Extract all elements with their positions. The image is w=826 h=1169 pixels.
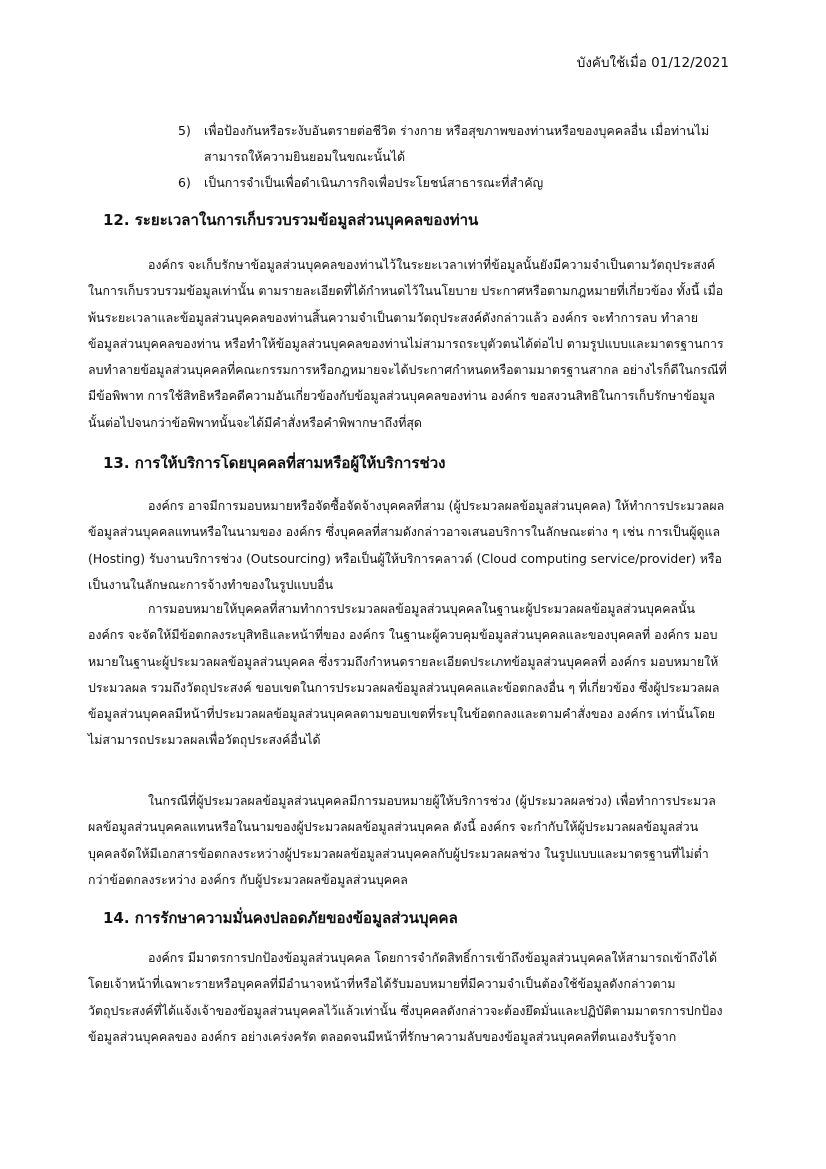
paragraph-text: ในกรณีที่ผู้ประมวลผลข้อมูลส่วนบุคคลมีการมอบหมายผู้ให้บริการช่วง (ผู้ประมวลผลช่วง) เพื่อทำการประมวลผลข้อมูลส่วนบุคคลแทนหรือในนามของผู้ประมวลผลข้อมูลส่วนบุคคล ดังนี้ องค์กร จะกำกับให้ผู้ประมวลผลข้อมูลส่วนบุคคลจัดให้มีเอกสารข้อตกลงระหว่างผู้ประมวลผลข้อมูลส่วนบุคคลกับผู้ประมวลผลช่วง ในรูปแบบและมาตรฐานที่ไม่ต่ำกว่าข้อตกลงระหว่าง องค์กร กับผู้ประมวลผลข้อมูลส่วนบุคคล [88, 793, 716, 887]
numbered-list [178, 118, 730, 196]
section-13-paragraph-2 [88, 596, 728, 754]
paragraph-text: การมอบหมายให้บุคคลที่สามทำการประมวลผลข้อมูลส่วนบุคคลในฐานะผู้ประมวลผลข้อมูลส่วนบุคคลนั้น องค์กร จะจัดให้มีข้อตกลงระบุสิทธิและหน้าที่ของ องค์กร ในฐานะผู้ควบคุมข้อมูลส่วนบุคคลและของบุคคลที่ องค์กร มอบหมายในฐานะผู้ประมวลผลข้อมูลส่วนบุคคล ซึ่งรวมถึงกำหนดรายละเอียดประเภทข้อมูลส่วนบุคคลที่ องค์กร มอบหมายให้ประมวลผล รวมถึงวัตถุประสงค์ ขอบเขตในการประมวลผลข้อมูลส่วนบุคคลและข้อตกลงอื่น ๆ ที่เกี่ยวข้อง ซึ่งผู้ประมวลผลข้อมูลส่วนบุคคลมีหน้าที่ประมวลผลข้อมูลส่วนบุคคลตามขอบเขตที่ระบุในข้อตกลงและตามคำสั่งของ องค์กร เท่านั้นโดยไม่สามารถประมวลผลเพื่อวัตถุประสงค์อื่นได้ [88, 601, 720, 748]
list-item-text: เพื่อป้องกันหรือระงับอันตรายต่อชีวิต ร่างกาย หรือสุขภาพของท่านหรือของบุคคลอื่น เมื่อท่านไม่สามารถให้ความยินยอมในขณะนั้นได้ [204, 123, 710, 164]
list-item [178, 170, 730, 196]
section-13-heading: 13. การให้บริการโดยบุคคลที่สามหรือผู้ให้บริการช่วง [103, 454, 446, 472]
list-item [178, 118, 730, 170]
section-14-paragraph [88, 945, 728, 1050]
section-13-paragraph-3 [88, 788, 728, 893]
effective-date: บังคับใช้เมื่อ 01/12/2021 [576, 55, 729, 71]
section-12-heading: 12. ระยะเวลาในการเก็บรวบรวมข้อมูลส่วนบุคคลของท่าน [103, 211, 479, 229]
list-item-number: 6) [178, 175, 191, 190]
paragraph-text: องค์กร อาจมีการมอบหมายหรือจัดซื้อจัดจ้างบุคคลที่สาม (ผู้ประมวลผลข้อมูลส่วนบุคคล) ให้ทำการประมวลผลข้อมูลส่วนบุคคลแทนหรือในนามของ องค์กร ซึ่งบุคคลที่สามดังกล่าวอาจเสนอบริการในลักษณะต่าง ๆ เช่น การเป็นผู้ดูแล (Hosting) รับงานบริการช่วง (Outsourcing) หรือเป็นผู้ให้บริการคลาวด์ (Cloud computing service/provider) หรือเป็นงานในลักษณะการจ้างทำของในรูปแบบอื่น [88, 498, 725, 592]
list-item-number: 5) [178, 123, 191, 138]
section-13-paragraph-1 [88, 493, 728, 598]
section-12-paragraph [88, 252, 728, 436]
section-14-heading: 14. การรักษาความมั่นคงปลอดภัยของข้อมูลส่วนบุคคล [103, 909, 458, 927]
list-item-text: เป็นการจำเป็นเพื่อดำเนินภารกิจเพื่อประโยชน์สาธารณะที่สำคัญ [204, 175, 544, 190]
paragraph-text: องค์กร จะเก็บรักษาข้อมูลส่วนบุคคลของท่านไว้ในระยะเวลาเท่าที่ข้อมูลนั้นยังมีความจำเป็นตามวัตถุประสงค์ในการเก็บรวบรวมข้อมูลเท่านั้น ตามรายละเอียดที่ได้กำหนดไว้ในนโยบาย ประกาศหรือตามกฎหมายที่เกี่ยวข้อง ทั้งนี้ เมื่อพ้นระยะเวลาและข้อมูลส่วนบุคคลของท่านสิ้นความจำเป็นตามวัตถุประสงค์ดังกล่าวแล้ว องค์กร จะทำการลบ ทำลายข้อมูลส่วนบุคคลของท่าน หรือทำให้ข้อมูลส่วนบุคคลของท่านไม่สามารถระบุตัวตนได้ต่อไป ตามรูปแบบและมาตรฐานการลบทำลายข้อมูลส่วนบุคคลที่คณะกรรมการหรือกฎหมายจะได้ประกาศกำหนดหรือตามมาตรฐานสากล อย่างไรก็ดีในกรณีที่มีข้อพิพาท การใช้สิทธิหรือคดีความอันเกี่ยวข้องกับข้อมูลส่วนบุคคลของท่าน องค์กร ขอสงวนสิทธิในการเก็บรักษาข้อมูลนั้นต่อไปจนกว่าข้อพิพาทนั้นจะได้มีคำสั่งหรือคำพิพากษาถึงที่สุด [88, 257, 727, 430]
paragraph-text: องค์กร มีมาตรการปกป้องข้อมูลส่วนบุคคล โดยการจำกัดสิทธิ์การเข้าถึงข้อมูลส่วนบุคคลให้สามารถเข้าถึงได้โดยเจ้าหน้าที่เฉพาะรายหรือบุคคลที่มีอำนาจหน้าที่หรือได้รับมอบหมายที่มีความจำเป็นต้องใช้ข้อมูลดังกล่าวตามวัตถุประสงค์ที่ได้แจ้งเจ้าของข้อมูลส่วนบุคคลไว้แล้วเท่านั้น ซึ่งบุคคลดังกล่าวจะต้องยึดมั่นและปฏิบัติตามมาตรการปกป้องข้อมูลส่วนบุคคลของ องค์กร อย่างเคร่งครัด ตลอดจนมีหน้าที่รักษาความลับของข้อมูลส่วนบุคคลที่ตนเองรับรู้จาก [88, 950, 723, 1044]
